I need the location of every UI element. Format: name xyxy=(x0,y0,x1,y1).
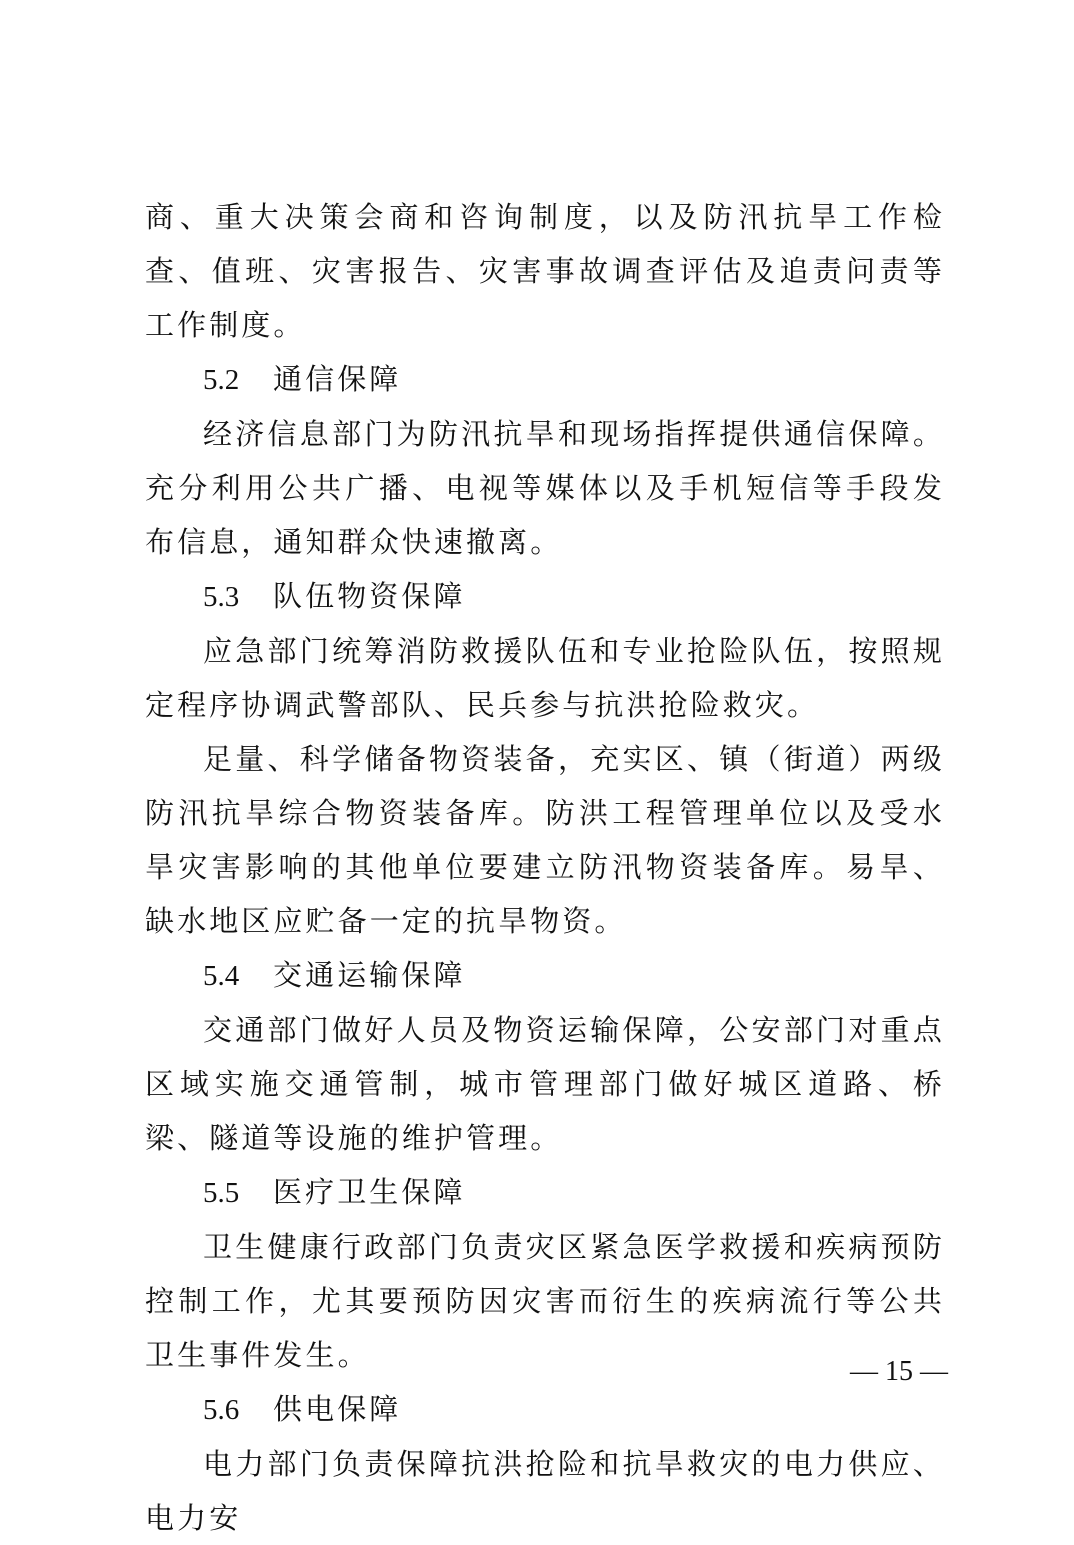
paragraph: 卫生健康行政部门负责灾区紧急医学救援和疾病预防控制工作，尤其要预防因灾害而衍生的疾病流行等公共卫生事件发生。 xyxy=(145,1230,945,1372)
paragraph: 应急部门统筹消防救援队伍和专业抢险队伍，按照规定程序协调武警部队、民兵参与抗洪抢险救灾。 xyxy=(145,634,945,722)
section-number: 5.3 xyxy=(203,581,240,613)
section-title: 供电保障 xyxy=(273,1392,402,1426)
page-number: — 15 — xyxy=(850,1356,948,1387)
section-heading-5-6 xyxy=(145,1382,945,1437)
paragraph: 足量、科学储备物资装备，充实区、镇（街道）两级防汛抗旱综合物资装备库。防洪工程管理单位以及受水旱灾害影响的其他单位要建立防汛物资装备库。易旱、缺水地区应贮备一定的抗旱物资。 xyxy=(145,742,945,938)
paragraph: 电力部门负责保障抗洪抢险和抗旱救灾的电力供应、电力安 xyxy=(145,1447,945,1535)
section-title: 交通运输保障 xyxy=(273,958,466,992)
section-heading-5-4 xyxy=(145,948,945,1003)
section-title: 医疗卫生保障 xyxy=(273,1175,466,1209)
section-number: 5.6 xyxy=(203,1394,240,1426)
section-title: 队伍物资保障 xyxy=(273,579,466,613)
section-title: 通信保障 xyxy=(273,362,402,396)
section-heading-5-3 xyxy=(145,569,945,624)
section-number: 5.5 xyxy=(203,1177,240,1209)
paragraph: 交通部门做好人员及物资运输保障，公安部门对重点区域实施交通管制，城市管理部门做好城区道路、桥梁、隧道等设施的维护管理。 xyxy=(145,1013,945,1155)
section-heading-5-2 xyxy=(145,352,945,407)
section-number: 5.2 xyxy=(203,364,240,396)
document-body xyxy=(145,190,945,1545)
paragraph: 经济信息部门为防汛抗旱和现场指挥提供通信保障。充分利用公共广播、电视等媒体以及手机短信等手段发布信息，通知群众快速撤离。 xyxy=(145,417,945,559)
paragraph-continued: 商、重大决策会商和咨询制度，以及防汛抗旱工作检查、值班、灾害报告、灾害事故调查评估及追责问责等工作制度。 xyxy=(145,200,945,342)
section-number: 5.4 xyxy=(203,960,240,992)
section-heading-5-5 xyxy=(145,1165,945,1220)
